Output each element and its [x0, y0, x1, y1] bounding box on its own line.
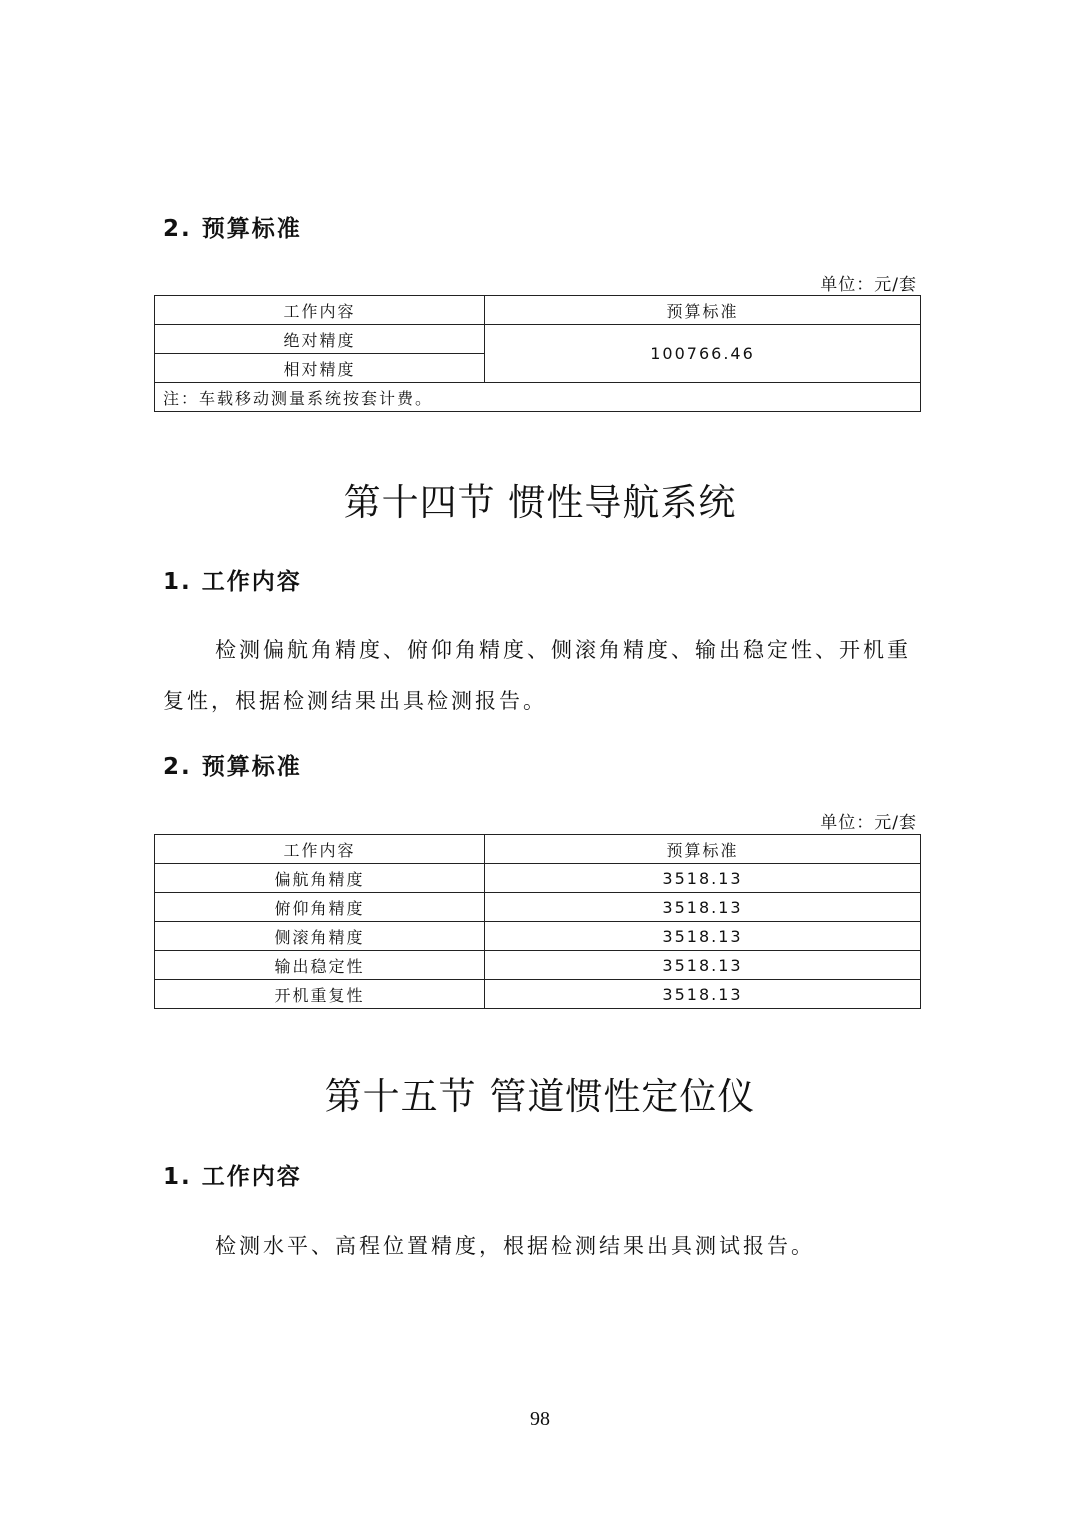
budget-table-14 — [154, 834, 921, 1009]
row-value: 3518.13 — [485, 922, 921, 951]
row-item: 开机重复性 — [155, 980, 485, 1009]
header-budget-standard: 预算标准 — [485, 835, 921, 864]
row-item: 相对精度 — [155, 354, 485, 383]
page-number: 98 — [530, 1408, 550, 1430]
row-value: 3518.13 — [485, 864, 921, 893]
row-value: 3518.13 — [485, 893, 921, 922]
table-row — [155, 893, 921, 922]
header-work-content: 工作内容 — [155, 835, 485, 864]
header-work-content: 工作内容 — [155, 296, 485, 325]
table-header-row — [155, 296, 921, 325]
work-text-14: 检测偏航角精度、俯仰角精度、侧滚角精度、输出稳定性、开机重复性，根据检测结果出具检测报告。 — [163, 638, 911, 713]
budget-heading-14: 2. 预算标准 — [163, 754, 302, 780]
section-14-title: 第十四节 惯性导航系统 — [343, 481, 737, 524]
unit-label-1: 单位：元/套 — [820, 275, 917, 295]
table-header-row — [155, 835, 921, 864]
table-row — [155, 951, 921, 980]
table-note-row — [155, 383, 921, 412]
row-value: 3518.13 — [485, 951, 921, 980]
table-row — [155, 980, 921, 1009]
row-item: 俯仰角精度 — [155, 893, 485, 922]
work-heading-14: 1. 工作内容 — [163, 569, 302, 595]
row-item: 偏航角精度 — [155, 864, 485, 893]
section-15-title: 第十五节 管道惯性定位仪 — [324, 1075, 756, 1118]
row-item: 输出稳定性 — [155, 951, 485, 980]
table-row — [155, 864, 921, 893]
budget-heading-1: 2. 预算标准 — [163, 216, 302, 242]
table-row — [155, 325, 921, 354]
table-note: 注：车载移动测量系统按套计费。 — [155, 383, 921, 412]
row-item: 侧滚角精度 — [155, 922, 485, 951]
header-budget-standard: 预算标准 — [485, 296, 921, 325]
row-value: 3518.13 — [485, 980, 921, 1009]
work-heading-15: 1. 工作内容 — [163, 1164, 302, 1190]
table-row — [155, 922, 921, 951]
work-text-15: 检测水平、高程位置精度，根据检测结果出具测试报告。 — [215, 1234, 815, 1258]
budget-table-1 — [154, 295, 921, 412]
row-item: 绝对精度 — [155, 325, 485, 354]
row-value: 100766.46 — [485, 325, 921, 383]
unit-label-14: 单位：元/套 — [820, 813, 917, 833]
